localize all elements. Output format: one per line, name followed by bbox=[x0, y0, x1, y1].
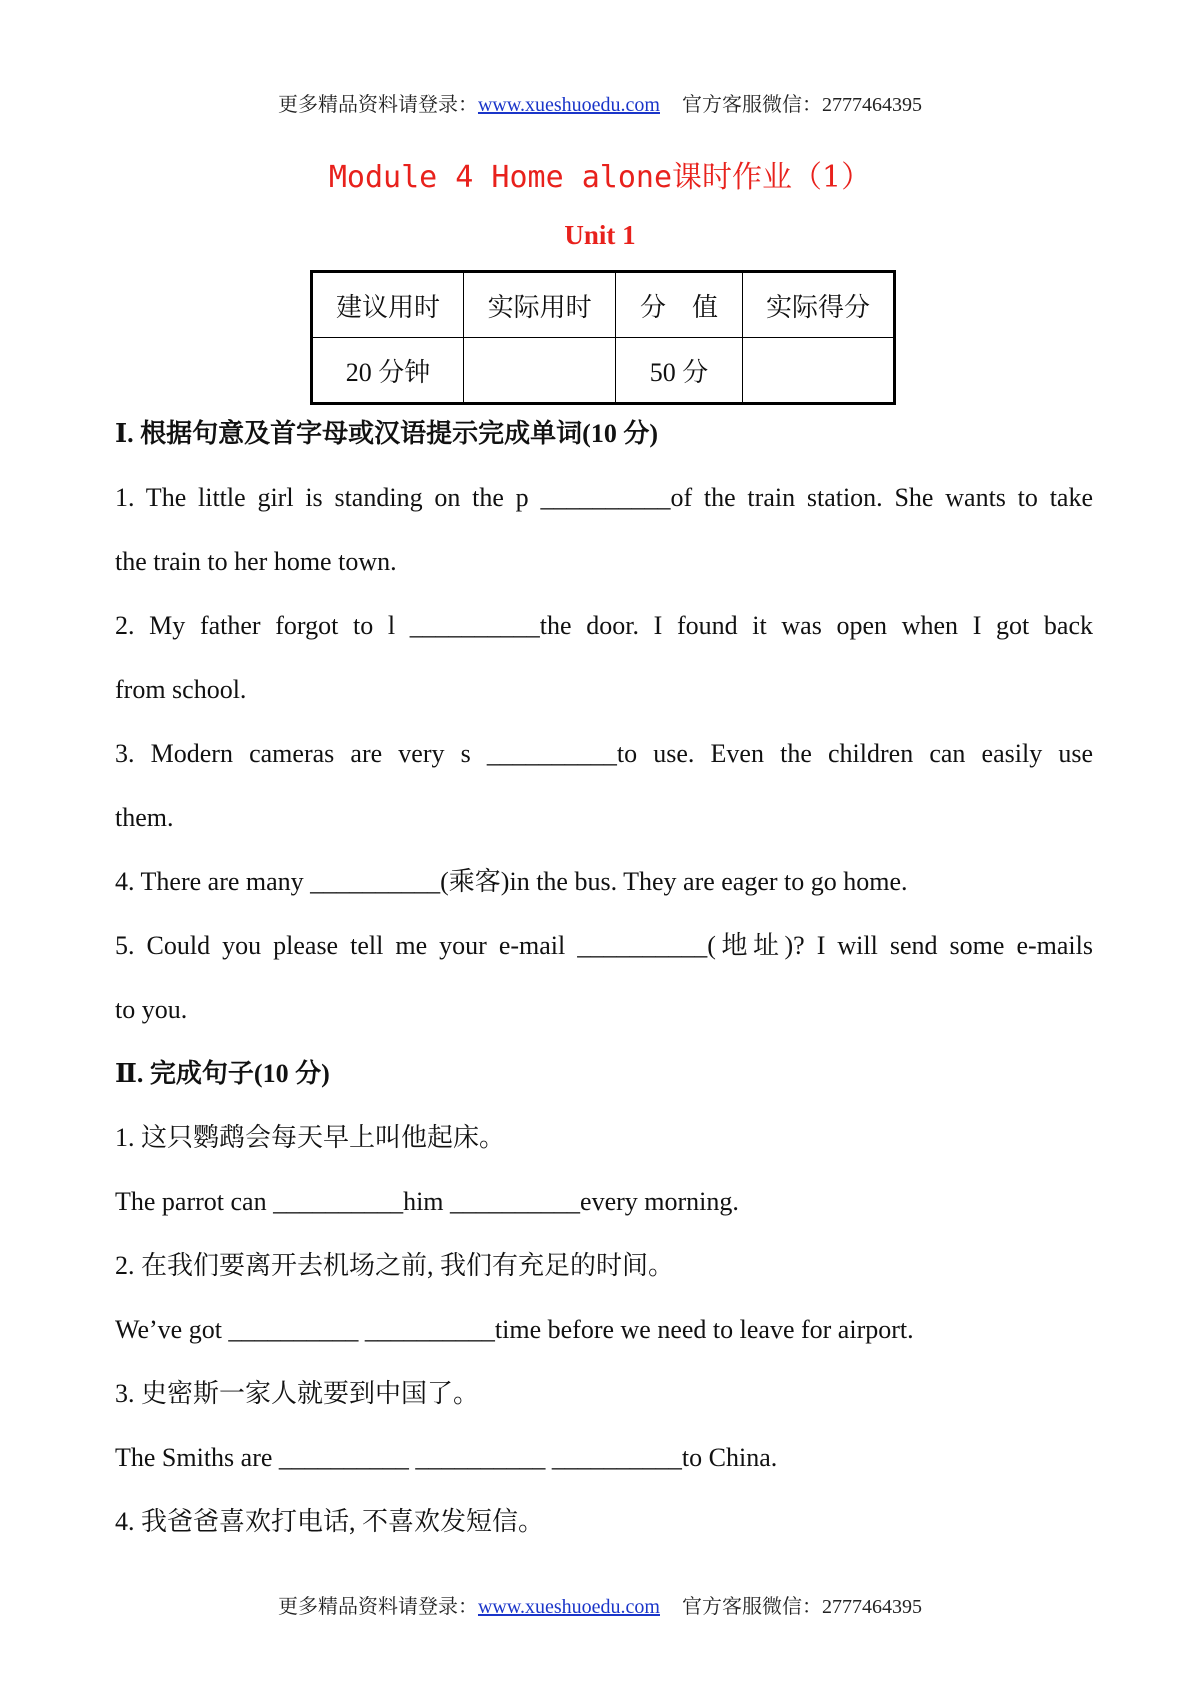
unit-label: Unit 1 bbox=[564, 220, 636, 250]
table-header-row bbox=[312, 272, 895, 338]
page-footer bbox=[0, 1590, 1200, 1619]
time-score-table bbox=[310, 270, 896, 405]
question-line: to you. bbox=[115, 995, 188, 1024]
question-line: We’ve got __________ __________time before we need to leave for airport. bbox=[115, 1315, 914, 1344]
table-value-row bbox=[312, 338, 895, 404]
footer-service: 官方客服微信：2777464395 bbox=[682, 1596, 922, 1618]
header-url-link[interactable]: www.xueshuoedu.com bbox=[477, 94, 660, 116]
question-line: 5. Could you please tell me your e-mail __________(地址)? I will send some e-mails bbox=[115, 931, 1093, 960]
table-header-cell: 分 值 bbox=[616, 272, 743, 338]
page-header bbox=[0, 88, 1200, 117]
actual-time-cell[interactable] bbox=[464, 338, 616, 404]
question-line: 3. 史密斯一家人就要到中国了。 bbox=[115, 1379, 480, 1408]
footer-prefix: 更多精品资料请登录： bbox=[277, 1596, 478, 1618]
table-header-cell: 建议用时 bbox=[312, 272, 464, 338]
question-line: from school. bbox=[115, 675, 247, 704]
suggested-time-cell: 20 分钟 bbox=[312, 338, 464, 404]
question-line: 2. 在我们要离开去机场之前, 我们有充足的时间。 bbox=[115, 1251, 675, 1280]
table-header-cell: 实际得分 bbox=[742, 272, 894, 338]
page-title bbox=[0, 152, 1200, 196]
question-line: 1. 这只鹦鹉会每天早上叫他起床。 bbox=[115, 1123, 506, 1152]
question-line: The Smiths are __________ __________ __________to China. bbox=[115, 1443, 778, 1472]
header-prefix: 更多精品资料请登录： bbox=[277, 94, 478, 116]
table-header-cell: 实际用时 bbox=[464, 272, 616, 338]
title-english: Module 4 Home alone bbox=[328, 160, 673, 195]
question-line: the train to her home town. bbox=[115, 547, 397, 576]
question-line: 4. 我爸爸喜欢打电话, 不喜欢发短信。 bbox=[115, 1507, 545, 1536]
question-line: The parrot can __________him __________every morning. bbox=[115, 1187, 739, 1216]
score-cell: 50 分 bbox=[616, 338, 743, 404]
question-line: them. bbox=[115, 803, 174, 832]
question-line: 3. Modern cameras are very s __________to use. Even the children can easily use bbox=[115, 739, 1093, 768]
question-line: 4. There are many __________(乘客)in the bus. They are eager to go home. bbox=[115, 867, 908, 896]
title-chinese: 课时作业（1） bbox=[672, 160, 872, 195]
footer-url-link[interactable]: www.xueshuoedu.com bbox=[477, 1596, 660, 1618]
header-service: 官方客服微信：2777464395 bbox=[682, 94, 922, 116]
actual-score-cell[interactable] bbox=[742, 338, 894, 404]
section1-heading: Ⅰ. 根据句意及首字母或汉语提示完成单词(10 分) bbox=[115, 419, 658, 448]
question-line: 2. My father forgot to l __________the door. I found it was open when I got back bbox=[115, 611, 1093, 640]
section2-heading: Ⅱ. 完成句子(10 分) bbox=[115, 1059, 330, 1088]
question-line: 1. The little girl is standing on the p __________of the train station. She wants to take bbox=[115, 483, 1093, 512]
